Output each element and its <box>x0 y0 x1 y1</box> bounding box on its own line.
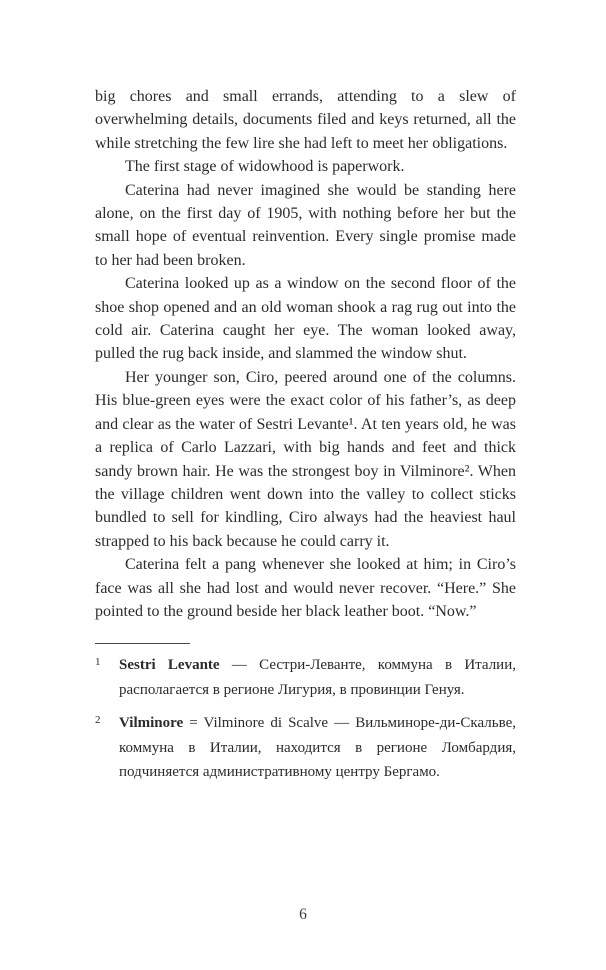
paragraph-continuation: big chores and small errands, attending to a slew of overwhelming details, documents filed and keys returned, all the while stretching the few lire she had left to meet her obligations. <box>95 88 516 152</box>
footnote-term-1: Sestri Levante <box>119 657 220 674</box>
footnote-definition-1: — Сестри-Леванте, коммуна в Италии, располагается в регионе Лигурия, в провинции Генуя. <box>119 657 516 698</box>
footnote-marker-1: 1 <box>95 656 101 669</box>
body-text <box>95 85 516 623</box>
paragraph: Caterina had never imagined she would be standing here alone, on the first day of 1905, with nothing before her but the small hope of eventual reinvention. Every single promise made to her had been broken. <box>95 181 516 269</box>
footnote-definition-2: = Vilminore di Scalve — Вильминоре-ди-Скальве, коммуна в Италии, находится в регионе Ломбардия, подчиняется административному центру Бергамо. <box>119 715 516 781</box>
footnote-text-2 <box>119 711 516 785</box>
paragraph: Caterina felt a pang whenever she looked at him; in Ciro’s face was all she had lost and would never recover. “Here.” She pointed to the ground beside her black leather boot. “Now.” <box>95 556 516 620</box>
footnote-separator <box>95 643 190 644</box>
page-number: 6 <box>299 906 307 923</box>
footnote-text-1 <box>119 653 516 702</box>
paragraph: Caterina looked up as a window on the second floor of the shoe shop opened and an old woman shook a rag rug out into the cold air. Caterina caught her eye. The woman looked away, pulled the rug back inside, and slammed the window shut. <box>95 275 516 363</box>
footnotes-section <box>95 643 516 785</box>
footnote-item-1 <box>95 653 516 702</box>
footnote-term-2: Vilminore <box>119 715 184 732</box>
footnote-marker-2: 2 <box>95 714 101 727</box>
paragraph: The first stage of widowhood is paperwork. <box>125 158 405 176</box>
footnote-item-2 <box>95 711 516 785</box>
paragraph-with-footnote-refs: Her younger son, Ciro, peered around one of the columns. His blue-green eyes were the exact color of his father’s, as deep and clear as the water of Sestri Levante¹. At ten years old, he was a replica of Carlo Lazzari, with big hands and feet and thick sandy brown hair. He was the strongest boy in Vilminore². When the village children went down into the valley to collect sticks bundled to sell for kindling, Ciro always had the heaviest haul strapped to his back because he could carry it. <box>95 368 516 550</box>
